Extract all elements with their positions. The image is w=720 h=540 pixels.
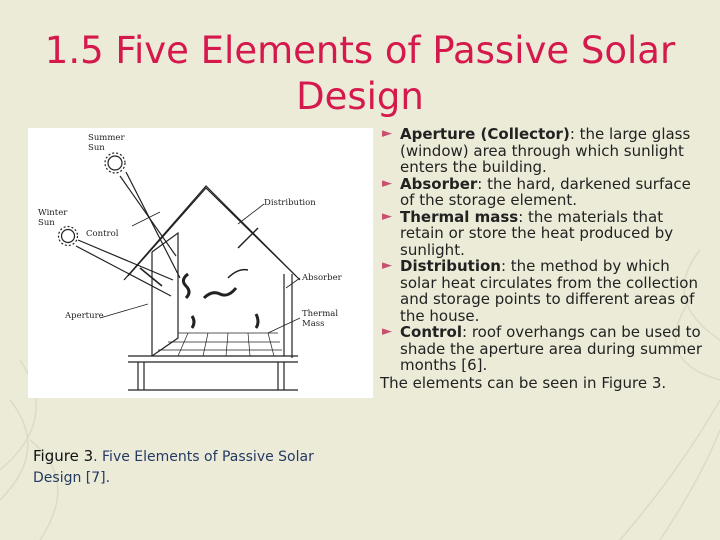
thermal-mass-label-line-1: Thermal [302,309,339,319]
bullet-text: : the method by which solar heat circulates from the collection and storage points to different areas of the house. [400,257,698,325]
bullet-text: : the materials that retain or store the heat produced by sunlight. [400,207,674,259]
aperture-label: Aperture [65,311,104,321]
slide-title [0,28,720,120]
summer-sun-icon [108,156,122,170]
list-item-thermal-mass [378,209,708,259]
bullet-term: Thermal mass [400,207,519,226]
control-label: Control [86,229,119,239]
right-pointer-icon: ► [382,258,392,273]
list-item-absorber [378,176,708,209]
bullet-text: : the large glass (window) area through which sunlight enters the building. [400,125,691,176]
distribution-label: Distribution [264,198,316,208]
bullet-term: Control [400,323,463,341]
caption-label: Figure 3 [33,447,94,465]
closing-sentence: The elements can be seen in Figure 3. [380,373,667,392]
elements-list [378,126,708,391]
list-item-distribution [378,258,708,324]
bullet-term: Distribution [400,257,501,275]
winter-sun-label-line-1: Winter [38,208,68,218]
thermal-mass-label-line-2: Mass [302,319,325,329]
slide-title-line-2: Design [296,75,424,118]
bullet-text: : the hard, darkened surface of the storage element. [400,174,691,209]
winter-sun-label-line-2: Sun [38,218,55,228]
right-pointer-icon: ► [382,126,392,141]
summer-sun-label-line-1: Summer [88,133,125,143]
winter-sun-icon [62,230,75,243]
right-pointer-icon: ► [382,208,392,224]
figure-caption [33,446,343,489]
bullet-term: Absorber [400,174,478,193]
list-item-aperture [378,126,708,176]
passive-solar-diagram [28,128,373,398]
right-pointer-icon: ► [382,175,392,191]
diagram-drawing [28,128,373,398]
bullet-term: Aperture (Collector) [400,125,570,143]
absorber-label: Absorber [302,273,342,283]
summer-sun-label-line-2: Sun [88,143,105,153]
right-pointer-icon: ► [382,324,392,339]
bullet-text: : roof overhangs can be used to shade the aperture area during summer months [6]. [400,323,703,374]
caption-text: . Five Elements of Passive Solar Design [7]. [33,449,314,486]
list-item-control [378,324,708,374]
slide-title-line-1: 1.5 Five Elements of Passive Solar [44,29,676,72]
